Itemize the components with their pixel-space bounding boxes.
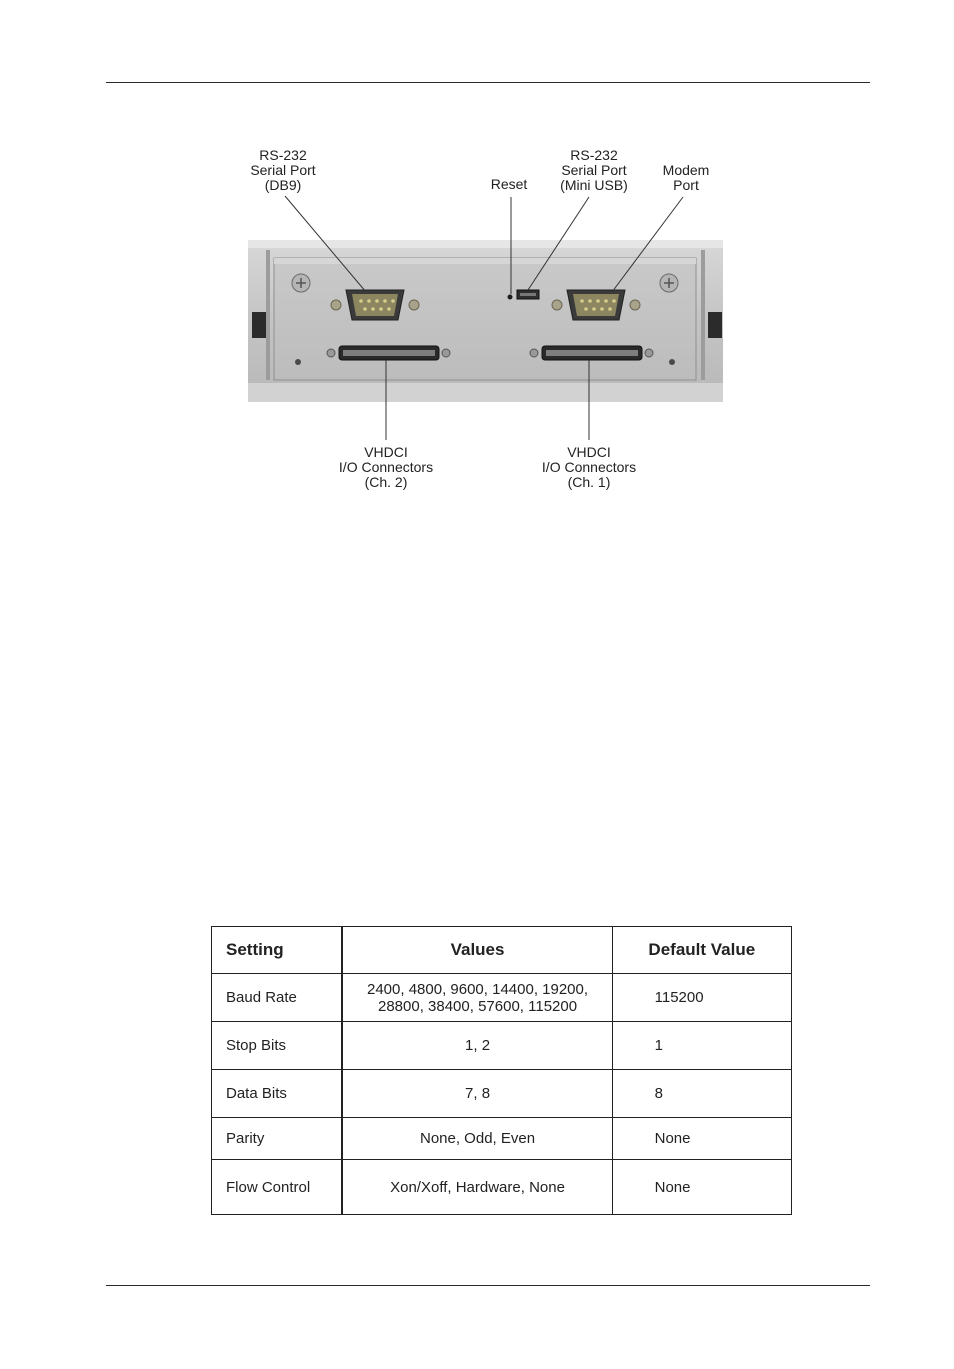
io-faceplate <box>274 258 696 380</box>
default-cell: 115200 <box>612 974 791 1022</box>
setting-cell: Flow Control <box>212 1160 343 1215</box>
footer-rule <box>106 1285 870 1286</box>
table-row <box>212 1022 792 1070</box>
header-default-value: Default Value <box>612 927 791 974</box>
default-cell: None <box>612 1118 791 1160</box>
right-latch <box>708 312 722 338</box>
values-cell: Xon/Xoff, Hardware, None <box>342 1160 612 1215</box>
setting-cell: Baud Rate <box>212 974 343 1022</box>
values-cell: 2400, 4800, 9600, 14400, 19200, 28800, 38400, 57600, 115200 <box>342 974 612 1022</box>
values-cell: 1, 2 <box>342 1022 612 1070</box>
table-row <box>212 1070 792 1118</box>
reset-hole <box>508 295 513 300</box>
header-setting: Setting <box>212 927 343 974</box>
default-cell: 8 <box>612 1070 791 1118</box>
values-cell: 7, 8 <box>342 1070 612 1118</box>
serial-settings-table <box>211 926 792 1215</box>
callout-vhdci-ch1: VHDCI I/O Connectors (Ch. 1) <box>541 444 637 490</box>
callout-reset: Reset <box>490 176 528 192</box>
default-cell: 1 <box>612 1022 791 1070</box>
callout-modem: Modem Port <box>662 162 710 193</box>
values-cell: None, Odd, Even <box>342 1118 612 1160</box>
header-values: Values <box>342 927 612 974</box>
setting-cell: Data Bits <box>212 1070 343 1118</box>
callout-rs232-usb: RS-232 Serial Port (Mini USB) <box>560 147 628 193</box>
table-row <box>212 974 792 1022</box>
table-row <box>212 1160 792 1215</box>
table-header-row <box>212 927 792 974</box>
table-row <box>212 1118 792 1160</box>
controller-rear-panel-figure <box>0 0 954 520</box>
default-cell: None <box>612 1160 791 1215</box>
callout-rs232-db9: RS-232 Serial Port (DB9) <box>250 147 316 193</box>
left-latch <box>252 312 266 338</box>
setting-cell: Stop Bits <box>212 1022 343 1070</box>
callout-vhdci-ch2: VHDCI I/O Connectors (Ch. 2) <box>338 444 434 490</box>
setting-cell: Parity <box>212 1118 343 1160</box>
